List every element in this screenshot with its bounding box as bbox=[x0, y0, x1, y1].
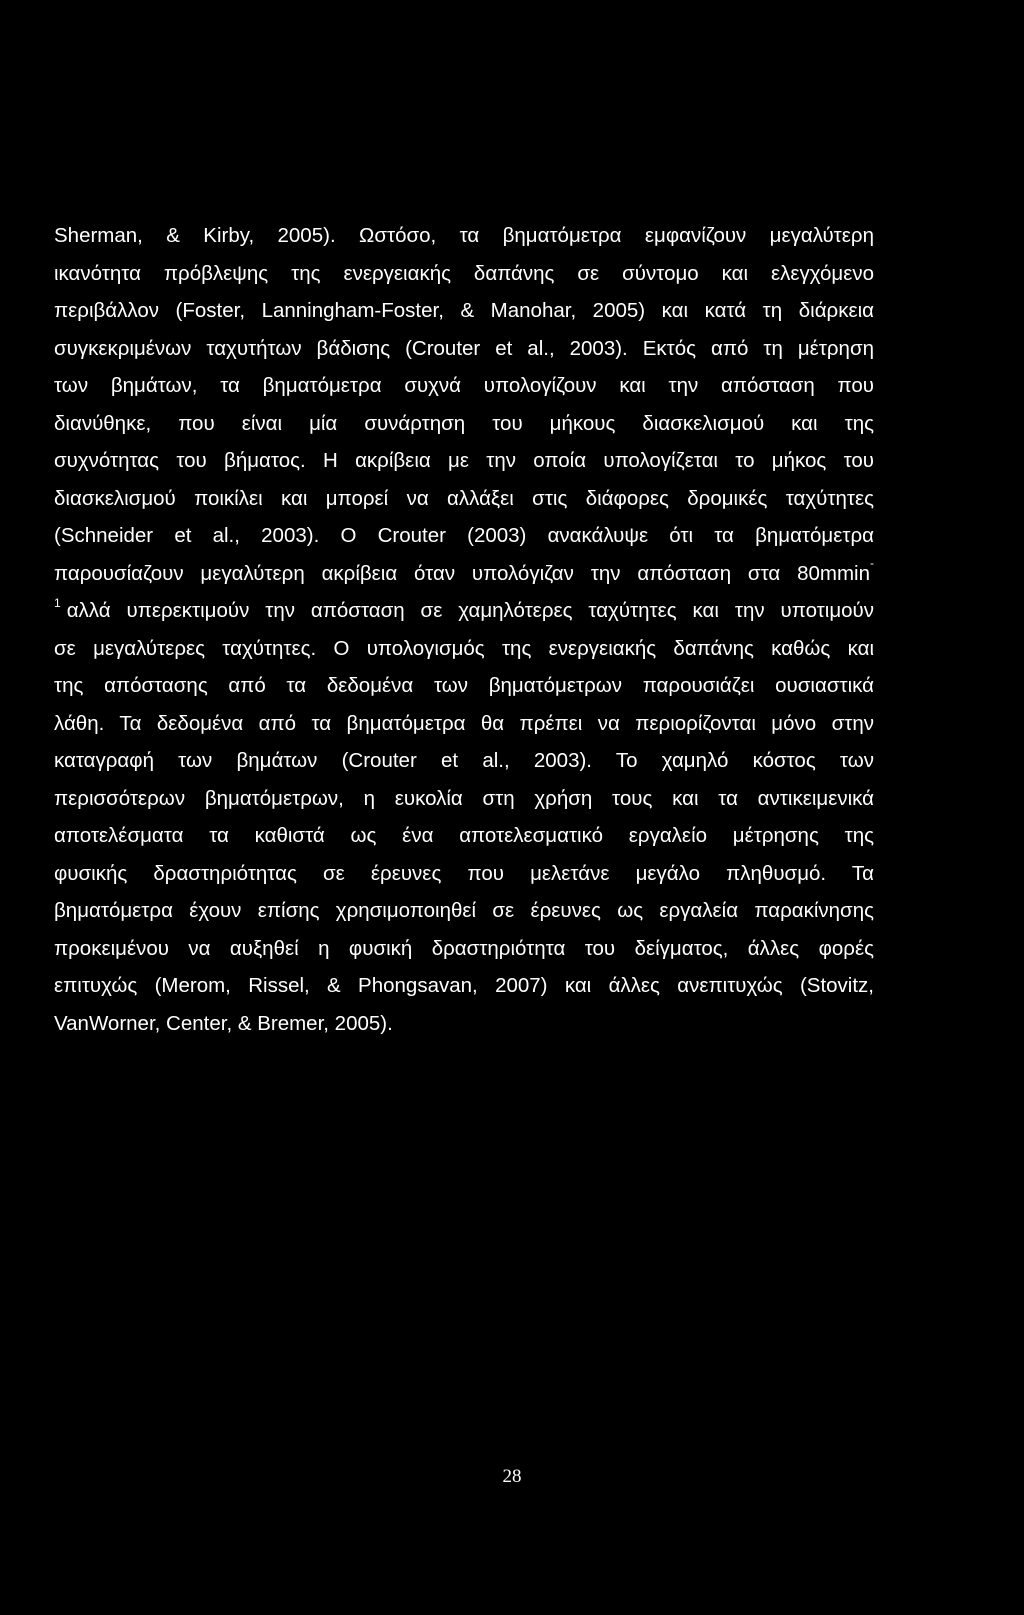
text-line: σε μεγαλύτερες ταχύτητες. Ο υπολογισμός της ενεργειακής δαπάνης καθώς και bbox=[54, 636, 874, 660]
text-line: λάθη. Τα δεδομένα από τα βηματόμετρα θα πρέπει να περιορίζονται μόνο στην bbox=[54, 711, 874, 735]
text-line: φυσικής δραστηριότητας σε έρευνες που μελετάνε μεγάλο πληθυσμό. Τα bbox=[54, 861, 874, 885]
text-line: (Schneider et al., 2003). Ο Crouter (2003) ανακάλυψε ότι τα βηματόμετρα bbox=[54, 524, 874, 547]
superscript-one: 1 bbox=[54, 596, 61, 610]
text-line: των βημάτων, τα βηματόμετρα συχνά υπολογίζουν και την απόσταση που bbox=[54, 374, 874, 397]
text-line: καταγραφή των βημάτων (Crouter et al., 2003). Το χαμηλό κόστος των bbox=[54, 749, 874, 772]
text-line: συχνότητας του βήματος. Η ακρίβεια με την οποία υπολογίζεται το μήκος του bbox=[54, 449, 874, 472]
text-line: διανύθηκε, που είναι μία συνάρτηση του μήκους διασκελισμού και της bbox=[54, 411, 874, 435]
text-line-with-unit bbox=[54, 555, 874, 593]
text-line: περιβάλλον (Foster, Lanningham-Foster, & Manohar, 2005) και κατά τη διάρκεια bbox=[54, 299, 874, 322]
text-line-content: παρουσίαζουν μεγαλύτερη ακρίβεια όταν υπολόγιζαν την απόσταση στα 80mmin bbox=[54, 561, 870, 585]
body-paragraph bbox=[54, 217, 874, 1042]
text-line-with-exponent bbox=[54, 592, 874, 630]
text-line: Sherman, & Kirby, 2005). Ωστόσο, τα βηματόμετρα εμφανίζουν μεγαλύτερη bbox=[54, 224, 874, 247]
text-line: προκειμένου να αυξηθεί η φυσική δραστηριότητα του δείγματος, άλλες φορές bbox=[54, 936, 874, 960]
text-line: της απόστασης από τα δεδομένα των βηματόμετρων παρουσιάζει ουσιαστικά bbox=[54, 674, 874, 697]
text-line: αποτελέσματα τα καθιστά ως ένα αποτελεσματικό εργαλείο μέτρησης της bbox=[54, 824, 874, 847]
text-line-content: αλλά υπερεκτιμούν την απόσταση σε χαμηλότερες ταχύτητες και την υποτιμούν bbox=[66, 599, 874, 622]
page-number: 28 bbox=[502, 1466, 522, 1487]
text-line: συγκεκριμένων ταχυτήτων βάδισης (Crouter et al., 2003). Εκτός από τη μέτρηση bbox=[54, 336, 874, 360]
text-line: περισσότερων βηματόμετρων, η ευκολία στη χρήση τους και τα αντικειμενικά bbox=[54, 786, 874, 810]
superscript-minus: - bbox=[870, 555, 874, 570]
text-line: VanWorner, Center, & Bremer, 2005). bbox=[54, 1011, 393, 1035]
text-line: επιτυχώς (Merom, Rissel, & Phongsavan, 2007) και άλλες ανεπιτυχώς (Stovitz, bbox=[54, 974, 874, 997]
text-line: ικανότητα πρόβλεψης της ενεργειακής δαπάνης σε σύντομο και ελεγχόμενο bbox=[54, 261, 874, 285]
text-line: βηματόμετρα έχουν επίσης χρησιμοποιηθεί σε έρευνες ως εργαλεία παρακίνησης bbox=[54, 899, 874, 922]
text-line: διασκελισμού ποικίλει και μπορεί να αλλάξει στις διάφορες δρομικές ταχύτητες bbox=[54, 486, 874, 510]
